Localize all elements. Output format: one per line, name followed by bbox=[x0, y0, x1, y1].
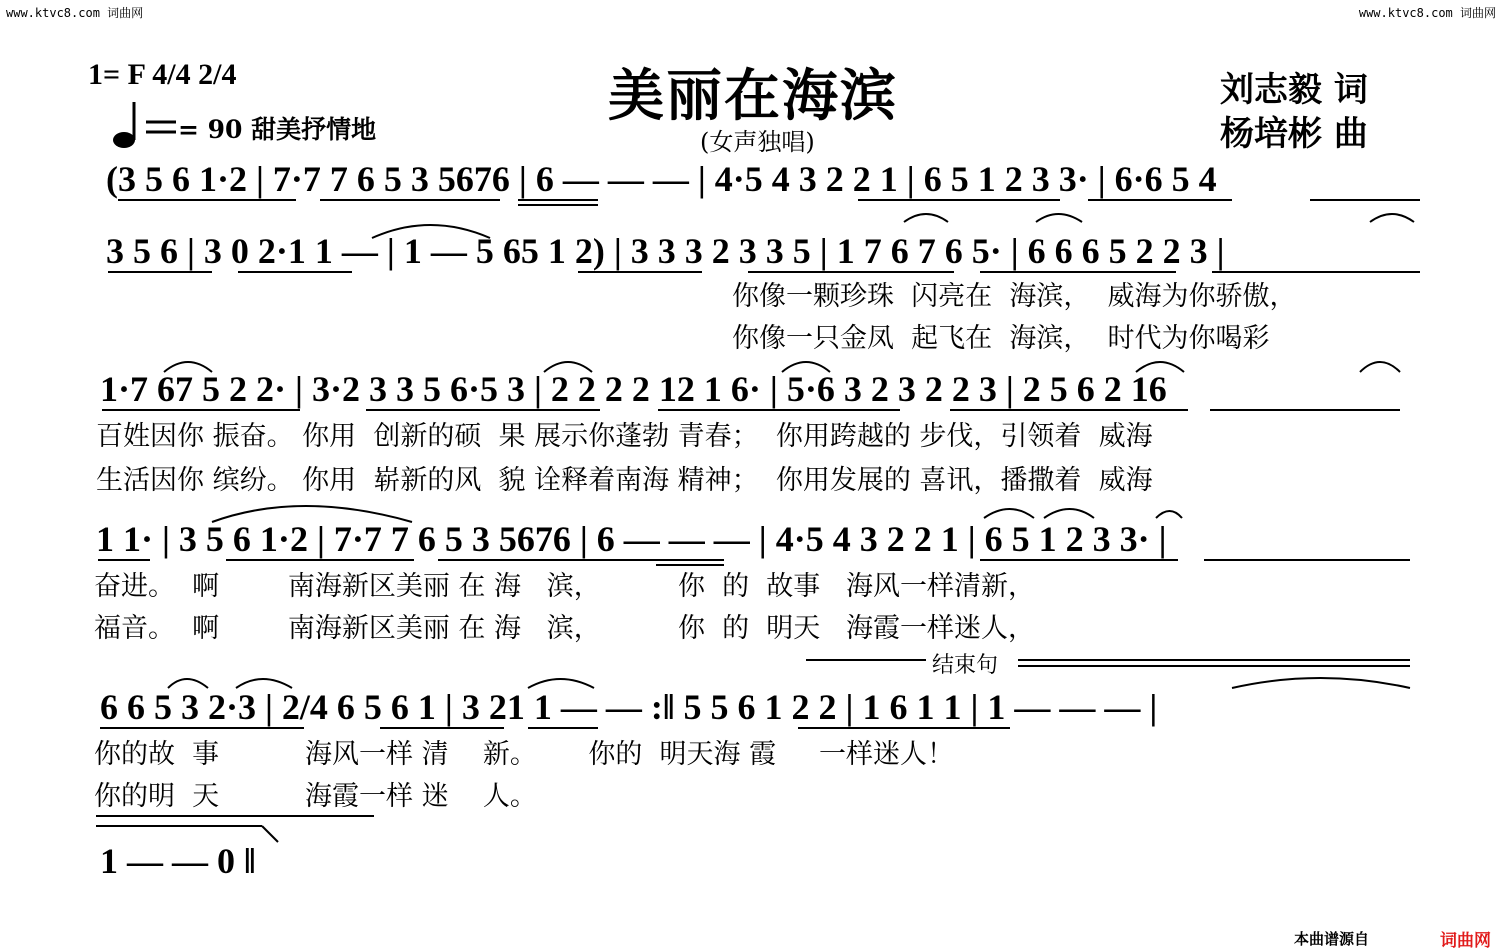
watermark-right: www.ktvc8.com 词曲网 bbox=[1358, 6, 1496, 20]
subtitle: (女声独唱) bbox=[700, 128, 815, 156]
lyric-line-3a: 百姓因你 振奋。 你用 创新的硕 果 展示你蓬勃 青春； 你用跨越的 步伐，引领着 威海 bbox=[96, 421, 1153, 452]
lyric-line-5b: 你的明 天 海霞一样 迷 人。 bbox=[94, 781, 537, 812]
key-signature: 1= F 4/4 2/4 bbox=[88, 58, 237, 91]
notation-line-3: 1·7 67 5 2 2· | 3·2 3 3 5 6·5 3 | 2 2 2 2 12 1 6· | 5·6 3 2 3 2 2 3 | 2 5 6 2 16 bbox=[100, 369, 1167, 409]
footer-brand: 词曲网 bbox=[1440, 931, 1491, 951]
composer-credit: 杨培彬 曲 bbox=[1220, 114, 1368, 154]
notation-line-1: (3 5 6 1·2 | 7·7 7 6 5 3 5676 | 6 — — — | 4·5 4 3 2 2 1 | 6 5 1 2 3 3· | 6·6 5 4 bbox=[106, 159, 1217, 199]
lyric-line-2a: 你像一颗珍珠 闪亮在 海滨， 威海为你骄傲， bbox=[732, 281, 1297, 312]
notation-line-4: 1 1· | 3 5 6 1·2 | 7·7 7 6 5 3 5676 | 6 — — — | 4·5 4 3 2 2 1 | 6 5 1 2 3 3· | bbox=[96, 519, 1167, 559]
lyric-line-5a: 你的故 事 海风一样 清 新。 你的 明天海 霞 一样迷人！ bbox=[94, 739, 955, 770]
lyricist-credit: 刘志毅 词 bbox=[1220, 70, 1368, 110]
footer-source: 本曲谱源自 bbox=[1294, 930, 1370, 948]
lyric-line-2b: 你像一只金凤 起飞在 海滨， 时代为你喝彩 bbox=[732, 323, 1270, 354]
lyric-line-4b: 福音。 啊 南海新区美丽 在 海 滨， 你 的 明天 海霞一样迷人， bbox=[94, 613, 1036, 644]
lyric-line-3b: 生活因你 缤纷。 你用 崭新的风 貌 诠释着南海 精神； 你用发展的 喜讯，播撒着 威海 bbox=[96, 465, 1153, 496]
page-title: 美丽在海滨 bbox=[608, 63, 898, 129]
lyric-line-4a: 奋进。 啊 南海新区美丽 在 海 滨， 你 的 故事 海风一样清新， bbox=[94, 571, 1036, 602]
notation-line-2: 3 5 6 | 3 0 2·1 1 — | 1 — 5 65 1 2) | 3 3 3 2 3 3 5 | 1 7 6 7 6 5· | 6 6 6 5 2 2 3 | bbox=[106, 231, 1225, 271]
tempo-marking: = 90 甜美抒情地 bbox=[178, 115, 377, 144]
ending-label: 结束句 bbox=[932, 653, 999, 678]
notation-line-6: 1 — — 0 ‖ bbox=[100, 841, 256, 881]
watermark-left: www.ktvc8.com 词曲网 bbox=[6, 6, 144, 20]
notation-line-5: 6 6 5 3 2·3 | 2/4 6 5 6 1 | 3 21 1 — — :‖ 5 5 6 1 2 2 | 1 6 1 1 | 1 — — — | bbox=[100, 687, 1158, 727]
